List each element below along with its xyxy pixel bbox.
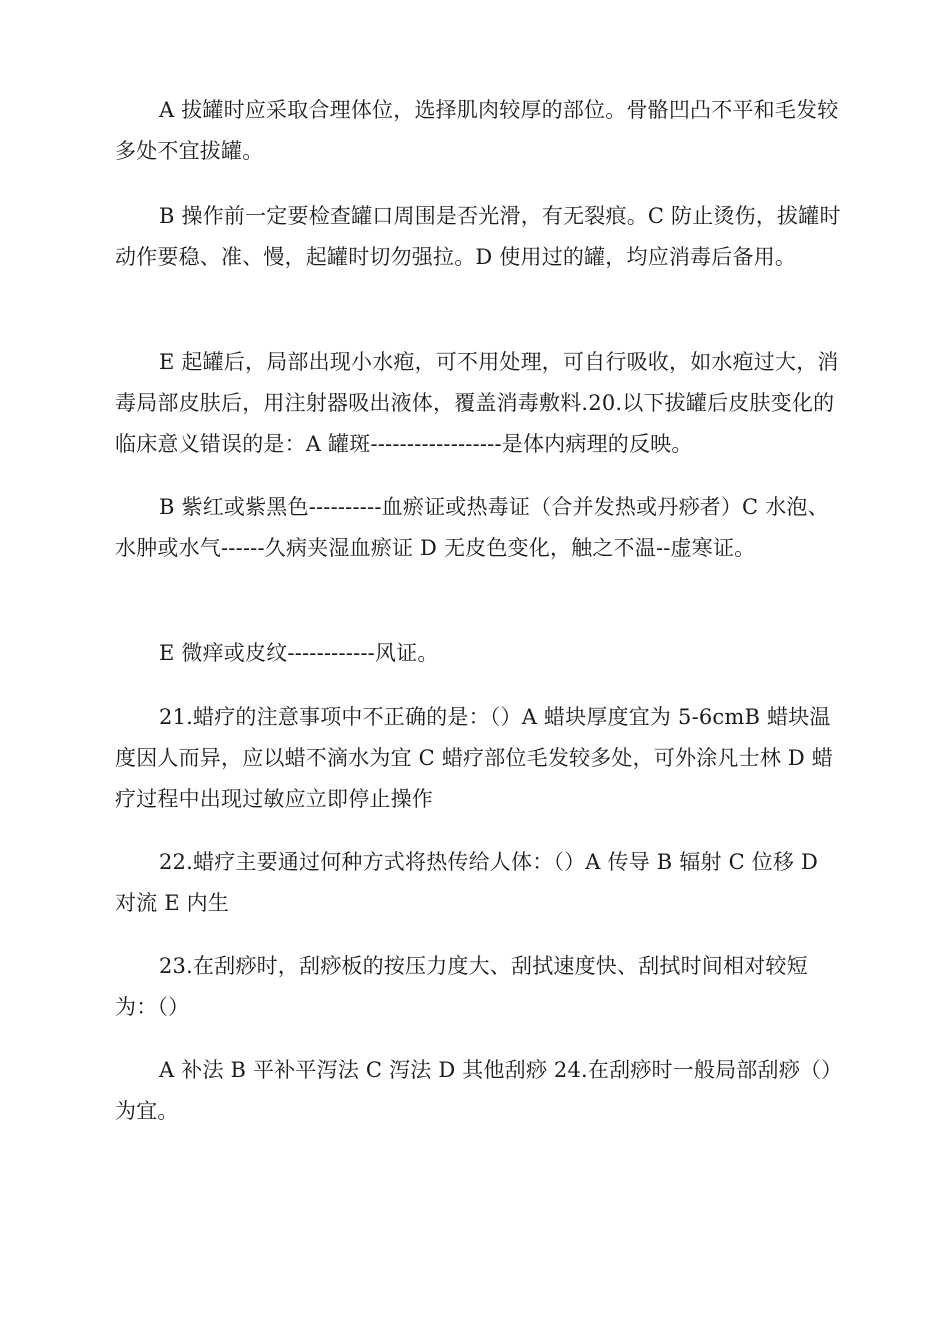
paragraph-cupping-operation: B 操作前一定要检查罐口周围是否光滑，有无裂痕。C 防止烫伤，拔罐时动作要稳、准、慢，起罐时切勿强拉。D 使用过的罐，均应消毒后备用。 — [115, 204, 841, 269]
paragraph-cupping-position: A 拔罐时应采取合理体位，选择肌肉较厚的部位。骨骼凹凸不平和毛发较多处不宜拔罐。 — [115, 98, 839, 163]
paragraph-question-23: 23.在刮痧时，刮痧板的按压力度大、刮拭速度快、刮拭时间相对较短为：（） — [115, 954, 808, 1019]
paragraph-cupping-blister-q20: E 起罐后，局部出现小水疱，可不用处理，可自行吸收，如水疱过大，消毒局部皮肤后，用注射器吸出液体，覆盖消毒敷料.20.以下拔罐后皮肤变化的临床意义错误的是：A 罐斑------------------是体内病理的反映。 — [115, 350, 839, 456]
paragraph-q20-options-bcd: B 紫红或紫黑色----------血瘀证或热毒证（合并发热或丹痧者）C 水泡、水肿或水气------久病夹湿血瘀证 D 无皮色变化，触之不温--虚寒证。 — [115, 495, 829, 560]
paragraph-q20-option-e: E 微痒或皮纹------------风证。 — [159, 641, 439, 665]
paragraph-q23-options-q24: A 补法 B 平补平泻法 C 泻法 D 其他刮痧 24.在刮痧时一般局部刮痧（）为宜。 — [115, 1058, 843, 1123]
paragraph-question-22: 22.蜡疗主要通过何种方式将热传给人体：（）A 传导 B 辐射 C 位移 D 对流 E 内生 — [115, 850, 819, 915]
paragraph-question-21: 21.蜡疗的注意事项中不正确的是：（）A 蜡块厚度宜为 5-6cmB 蜡块温度因人而异，应以蜡不滴水为宜 C 蜡疗部位毛发较多处，可外涂凡士林 D 蜡疗过程中出现过敏应立即停止操作 — [115, 705, 834, 811]
